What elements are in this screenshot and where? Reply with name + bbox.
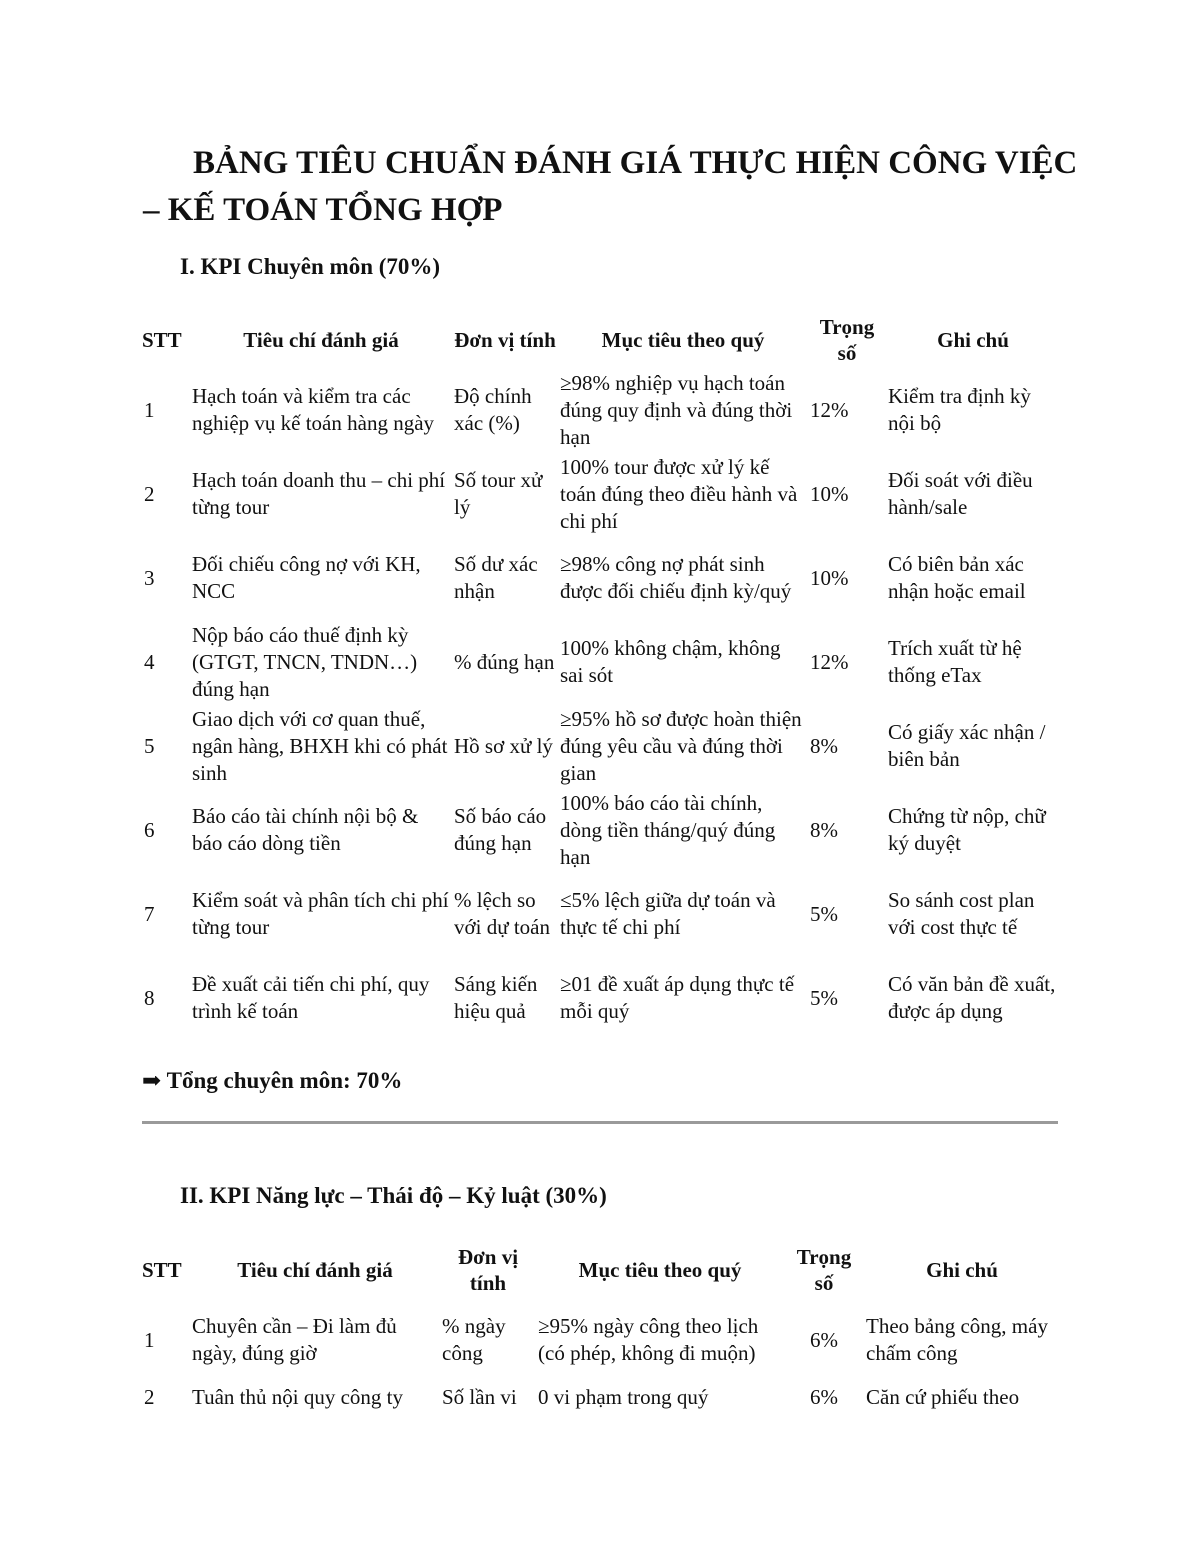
column-header-stt: STT <box>142 1258 182 1282</box>
row-number: 5 <box>144 733 155 758</box>
note-cell: So sánh cost plan với cost thực tế <box>888 888 1035 939</box>
table-row <box>140 872 1060 956</box>
kpi-table-professional <box>140 312 1060 1040</box>
professional-total: ➡ Tổng chuyên môn: 70% <box>142 1068 403 1093</box>
unit-cell: Số báo cáo đúng hạn <box>454 804 547 855</box>
weight-cell: 5% <box>810 985 838 1010</box>
table-row <box>140 788 1060 872</box>
column-header-criteria: Tiêu chí đánh giá <box>237 1258 393 1282</box>
weight-cell: 12% <box>810 649 849 674</box>
note-cell: Có biên bản xác nhận hoặc email <box>888 552 1026 603</box>
unit-cell: % ngày công <box>442 1314 506 1365</box>
unit-cell: Độ chính xác (%) <box>454 384 532 435</box>
column-header-unit: Đơn vị tính <box>454 328 556 352</box>
criteria-cell: Đối chiếu công nợ với KH, NCC <box>192 552 421 603</box>
target-cell: ≥95% hồ sơ được hoàn thiện đúng yêu cầu và đúng thời gian <box>560 706 802 785</box>
note-cell: Kiểm tra định kỳ nội bộ <box>888 384 1031 435</box>
target-cell: 100% không chậm, không sai sót <box>560 636 781 687</box>
column-header-unit: Đơn vị tính <box>457 1245 519 1295</box>
column-header-weight: Trọng số <box>796 1245 852 1295</box>
column-header-note: Ghi chú <box>937 328 1009 352</box>
row-number: 1 <box>144 1327 155 1352</box>
note-cell: Trích xuất từ hệ thống eTax <box>888 636 1022 687</box>
note-cell: Theo bảng công, máy chấm công <box>866 1314 1048 1365</box>
target-cell: 0 vi phạm trong quý <box>538 1384 709 1409</box>
note-cell: Có văn bản đề xuất, được áp dụng <box>888 972 1056 1023</box>
note-cell: Căn cứ phiếu theo <box>866 1384 1020 1409</box>
table-row <box>140 452 1060 536</box>
document-title: BẢNG TIÊU CHUẨN ĐÁNH GIÁ THỰC HIỆN CÔNG VIỆC – KẾ TOÁN TỔNG HỢP <box>143 145 1078 228</box>
criteria-cell: Hạch toán doanh thu – chi phí từng tour <box>192 468 446 519</box>
weight-cell: 12% <box>810 397 849 422</box>
target-cell: ≥98% nghiệp vụ hạch toán đúng quy định và đúng thời hạn <box>560 370 793 449</box>
kpi-table-attitude <box>140 1242 1060 1412</box>
target-cell: ≥95% ngày công theo lịch (có phép, không đi muộn) <box>538 1314 759 1365</box>
criteria-cell: Kiểm soát và phân tích chi phí từng tour <box>192 888 449 939</box>
criteria-cell: Tuân thủ nội quy công ty <box>192 1384 403 1409</box>
criteria-cell: Đề xuất cải tiến chi phí, quy trình kế toán <box>192 972 430 1023</box>
unit-cell: Số tour xử lý <box>454 468 543 519</box>
row-number: 4 <box>144 649 155 674</box>
row-number: 2 <box>144 481 155 506</box>
target-cell: 100% báo cáo tài chính, dòng tiền tháng/quý đúng hạn <box>560 790 776 869</box>
row-number: 6 <box>144 817 155 842</box>
table-header-row <box>140 312 1060 368</box>
unit-cell: % đúng hạn <box>454 649 555 674</box>
criteria-cell: Hạch toán và kiểm tra các nghiệp vụ kế toán hàng ngày <box>192 384 435 435</box>
unit-cell: Số dư xác nhận <box>454 552 538 603</box>
criteria-cell: Báo cáo tài chính nội bộ & báo cáo dòng tiền <box>192 804 419 855</box>
row-number: 8 <box>144 985 155 1010</box>
weight-cell: 6% <box>810 1327 838 1352</box>
column-header-weight: Trọng số <box>819 315 875 365</box>
unit-cell: Hồ sơ xử lý <box>454 733 553 758</box>
section-2-heading: II. KPI Năng lực – Thái độ – Kỷ luật (30%) <box>180 1183 607 1208</box>
unit-cell: Số lần vi <box>442 1384 517 1409</box>
table-row <box>140 704 1060 788</box>
target-cell: 100% tour được xử lý kế toán đúng theo điều hành và chi phí <box>560 454 798 533</box>
target-cell: ≥98% công nợ phát sinh được đối chiếu định kỳ/quý <box>560 552 792 603</box>
section-divider <box>142 1121 1058 1124</box>
criteria-cell: Giao dịch với cơ quan thuế, ngân hàng, BHXH khi có phát sinh <box>192 706 448 785</box>
weight-cell: 8% <box>810 733 838 758</box>
unit-cell: % lệch so với dự toán <box>454 888 550 939</box>
unit-cell: Sáng kiến hiệu quả <box>454 972 538 1023</box>
column-header-target: Mục tiêu theo quý <box>601 328 765 352</box>
row-number: 7 <box>144 901 155 926</box>
table-row <box>140 368 1060 452</box>
weight-cell: 10% <box>810 481 849 506</box>
table-row <box>140 620 1060 704</box>
note-cell: Đối soát với điều hành/sale <box>888 468 1033 519</box>
column-header-note: Ghi chú <box>926 1258 998 1282</box>
table-row <box>140 1382 1060 1412</box>
column-header-criteria: Tiêu chí đánh giá <box>243 328 399 352</box>
table-row <box>140 536 1060 620</box>
row-number: 3 <box>144 565 155 590</box>
weight-cell: 5% <box>810 901 838 926</box>
target-cell: ≥01 đề xuất áp dụng thực tế mỗi quý <box>560 972 795 1023</box>
table-row <box>140 956 1060 1040</box>
note-cell: Chứng từ nộp, chữ ký duyệt <box>888 804 1046 855</box>
column-header-stt: STT <box>142 328 182 352</box>
section-1-heading: I. KPI Chuyên môn (70%) <box>180 254 441 279</box>
row-number: 1 <box>144 397 155 422</box>
row-number: 2 <box>144 1384 155 1409</box>
note-cell: Có giấy xác nhận / biên bản <box>888 720 1046 771</box>
column-header-target: Mục tiêu theo quý <box>578 1258 742 1282</box>
table-row <box>140 1298 1060 1382</box>
weight-cell: 10% <box>810 565 849 590</box>
weight-cell: 6% <box>810 1384 838 1409</box>
target-cell: ≤5% lệch giữa dự toán và thực tế chi phí <box>560 888 776 939</box>
criteria-cell: Chuyên cần – Đi làm đủ ngày, đúng giờ <box>192 1314 397 1365</box>
table-header-row <box>140 1242 1060 1298</box>
criteria-cell: Nộp báo cáo thuế định kỳ (GTGT, TNCN, TNDN…) đúng hạn <box>192 622 418 701</box>
weight-cell: 8% <box>810 817 838 842</box>
